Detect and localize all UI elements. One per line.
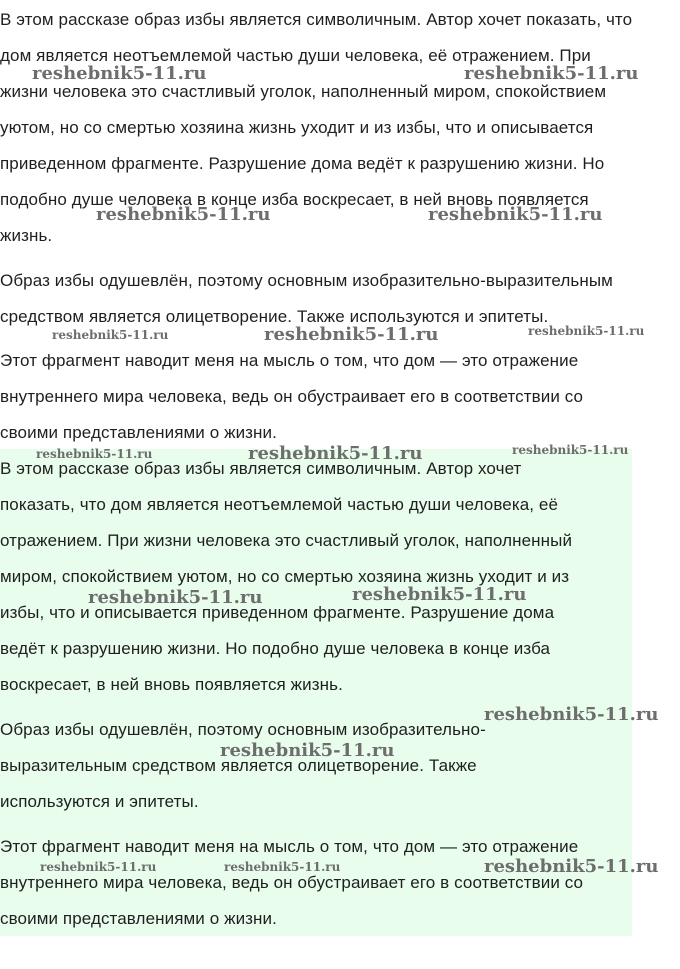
text-line: своими представлениями о жизни. xyxy=(0,423,277,442)
text-line: подобно душе человека в конце изба воскресает, в ней вновь появляется xyxy=(0,190,589,209)
text-line: жизнь. xyxy=(0,226,53,245)
watermark-text: reshebnik5-11.ru xyxy=(528,324,645,338)
watermark-text: reshebnik5-11.ru xyxy=(428,204,603,225)
watermark-text: reshebnik5-11.ru xyxy=(352,584,527,605)
watermark-text: reshebnik5-11.ru xyxy=(224,860,341,874)
text-line: миром, спокойствием уютом, но со смертью хозяина жизнь уходит и из xyxy=(0,567,570,586)
watermark-text: reshebnik5-11.ru xyxy=(96,204,271,225)
watermark-text: reshebnik5-11.ru xyxy=(484,856,659,877)
text-line: внутреннего мира человека, ведь он обустраивает его в соответствии со xyxy=(0,387,584,406)
text-line: избы, что и описывается приведенном фрагменте. Разрушение дома xyxy=(0,603,555,622)
text-line: показать, что дом является неотъемлемой частью души человека, её xyxy=(0,495,559,514)
watermark-text: reshebnik5-11.ru xyxy=(32,63,207,84)
watermark-text: reshebnik5-11.ru xyxy=(220,740,395,761)
text-line: Этот фрагмент наводит меня на мысль о том, что дом — это отражение xyxy=(0,351,579,370)
text-line: жизни человека это счастливый уголок, наполненный миром, спокойствием xyxy=(0,82,607,101)
text-line: уютом, но со смертью хозяина жизнь уходит и из избы, что и описывается xyxy=(0,118,594,137)
text-line: выразительным средством является олицетворение. Также xyxy=(0,756,477,775)
watermark-text: reshebnik5-11.ru xyxy=(52,328,169,342)
watermark-text: reshebnik5-11.ru xyxy=(264,324,439,345)
watermark-text: reshebnik5-11.ru xyxy=(88,587,263,608)
text-line: используются и эпитеты. xyxy=(0,792,199,811)
watermark-text: reshebnik5-11.ru xyxy=(248,443,423,464)
text-line: Этот фрагмент наводит меня на мысль о том, что дом — это отражение xyxy=(0,837,579,856)
watermark-text: reshebnik5-11.ru xyxy=(40,860,157,874)
text-line: отражением. При жизни человека это счастливый уголок, наполненный xyxy=(0,531,573,550)
text-line: средством является олицетворение. Также используются и эпитеты. xyxy=(0,307,549,326)
text-line: В этом рассказе образ избы является символичным. Автор хочет xyxy=(0,459,522,478)
text-line: ведёт к разрушению жизни. Но подобно душе человека в конце изба xyxy=(0,639,551,658)
text-line: дом является неотъемлемой частью души человека, её отражением. При xyxy=(0,46,591,65)
text-line: В этом рассказе образ избы является символичным. Автор хочет показать, что xyxy=(0,10,633,29)
text-line: Образ избы одушевлён, поэтому основным изобразительно- xyxy=(0,720,486,739)
watermark-text: reshebnik5-11.ru xyxy=(36,447,153,461)
watermark-text: reshebnik5-11.ru xyxy=(512,443,629,457)
watermark-text: reshebnik5-11.ru xyxy=(484,704,659,725)
text-line: своими представлениями о жизни. xyxy=(0,909,277,928)
watermark-text: reshebnik5-11.ru xyxy=(464,63,639,84)
text-line: Образ избы одушевлён, поэтому основным изобразительно-выразительным xyxy=(0,271,613,290)
text-line: приведенном фрагменте. Разрушение дома ведёт к разрушению жизни. Но xyxy=(0,154,605,173)
text-line: воскресает, в ней вновь появляется жизнь. xyxy=(0,675,343,694)
text-line: внутреннего мира человека, ведь он обустраивает его в соответствии со xyxy=(0,873,584,892)
